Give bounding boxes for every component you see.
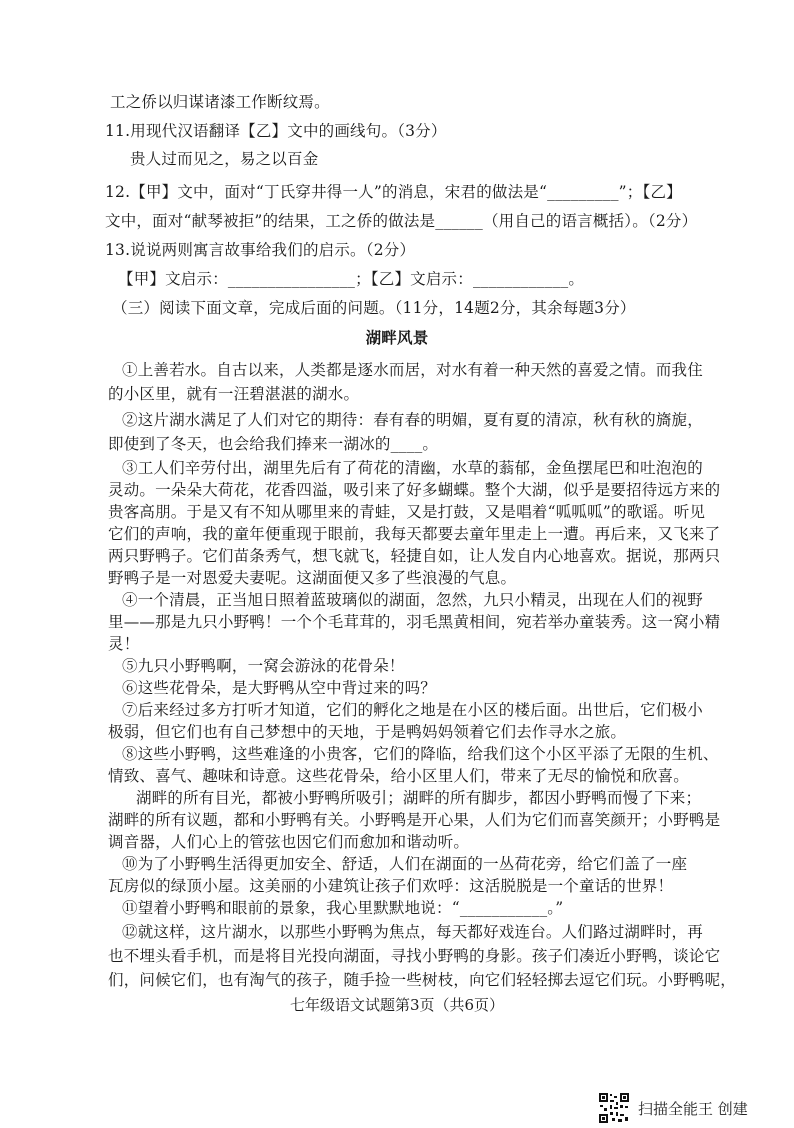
paragraph-line: ⑧这些小野鸭，这些难逢的小贵客，它们的降临，给我们这个小区平添了无限的生机、: [122, 745, 719, 763]
page-footer: 七年级语文试题第3页（共6页）: [289, 996, 505, 1014]
paragraph-line: 瓦房似的绿顶小屋。这美丽的小建筑让孩子们欢呼：这活脱脱是一个童话的世界！: [108, 877, 674, 895]
paragraph-line: ②这片湖水满足了人们对它的期待：春有春的明媚，夏有夏的清凉，秋有秋的旖旎，: [122, 411, 703, 429]
paragraph-line: 贵客高朋。于是又有不知从哪里来的青蛙，又是打鼓，又是唱着“呱呱呱”的歌谣。听见: [108, 503, 706, 521]
qr-code-icon: [598, 1092, 630, 1124]
paragraph-line: 也不埋头看手机，而是将目光投向湖面，寻找小野鸭的身影。孩子们凑近小野鸭，谈论它: [108, 947, 721, 965]
paragraph-line: 即使到了冬天，也会给我们捧来一湖冰的____。: [108, 435, 439, 453]
paragraph-line: 两只野鸭子。它们苗条秀气，想飞就飞，轻捷自如，让人发自内心地喜欢。据说，那两只: [108, 547, 721, 565]
watermark-text: 扫描全能王 创建: [638, 1099, 748, 1118]
question-12: 12.【甲】文中，面对“丁氏穿井得一人”的消息，宋君的做法是“_________”；【乙】: [105, 183, 682, 201]
paragraph-line: ④一个清晨，正当旭日照着蓝玻璃似的湖面，忽然，九只小精灵，出现在人们的视野: [122, 591, 703, 609]
paragraph-line: 灵！: [108, 635, 140, 653]
paragraph-line: 们，问候它们，也有淘气的孩子，随手捡一些树枝，向它们轻轻掷去逗它们玩。小野鸭呢，: [108, 971, 737, 989]
paragraph-line: ⑦后来经过多方打听才知道，它们的孵化之地是在小区的楼后面。出世后，它们极小: [122, 701, 703, 719]
paragraph-line: ⑤九只小野鸭啊，一窝会游泳的花骨朵！: [122, 657, 405, 675]
paragraph-line: 灵动。一朵朵大荷花，花香四溢，吸引来了好多蝴蝶。整个大湖，似乎是要招待远方来的: [108, 481, 721, 499]
paragraph-line: ③工人们辛劳付出，湖里先后有了荷花的清幽，水草的蓊郁，金鱼摆尾巴和吐泡泡的: [122, 459, 703, 477]
paragraph-line: 湖畔的所有议题，都和小野鸭有关。小野鸭是开心果，人们为它们而喜笑颜开；小野鸭是: [108, 811, 721, 829]
answer-blanks: 【甲】文启示：________________；【乙】文启示：____________。: [118, 270, 585, 288]
article-title: 湖畔风景: [365, 328, 429, 347]
paragraph-line: ⑫就这样，这片湖水，以那些小野鸭为焦点，每天都好戏连台。人们路过湖畔时，再: [122, 923, 703, 941]
paragraph-line: ⑩为了小野鸭生活得更加安全、舒适，人们在湖面的一丛荷花旁，给它们盖了一座: [122, 855, 688, 873]
paragraph-line: 的小区里，就有一汪碧湛湛的湖水。: [108, 385, 360, 403]
paragraph-line: 湖畔的所有目光，都被小野鸭所吸引；湖畔的所有脚步，都因小野鸭而慢了下来；: [136, 789, 702, 807]
paragraph-line: ⑥这些花骨朵，是大野鸭从空中背过来的吗？: [122, 679, 437, 697]
translation-sentence: 贵人过而见之，易之以百金: [130, 150, 319, 168]
paragraph-line: 野鸭子是一对恩爱夫妻呢。这湖面便又多了些浪漫的气息。: [108, 569, 517, 587]
section-three-heading: （三）阅读下面文章，完成后面的问题。（11分，14题2分，其余每题3分）: [112, 299, 636, 317]
paragraph-line: 调音器，人们心上的管弦也因它们而愈加和谐动听。: [108, 833, 470, 851]
question-13: 13.说说两则寓言故事给我们的启示。（2分）: [105, 241, 416, 259]
paragraph-line: 里——那是九只小野鸭！一个个毛茸茸的，羽毛黑黄相间，宛若举办童装秀。这一窝小精: [108, 613, 721, 631]
paragraph-line: 极弱，但它们也有自己梦想中的天地，于是鸭妈妈领着它们去作寻水之旅。: [108, 723, 627, 741]
scanner-watermark: [598, 1088, 748, 1128]
paragraph-line: 它们的声响，我的童年便重现于眼前，我每天都要去童年里走上一遭。再后来，又飞来了: [108, 525, 721, 543]
paragraph-line: ⑪望着小野鸭和眼前的景象，我心里默默地说：“___________。”: [122, 899, 564, 917]
text-line: 工之侨以归谋诸漆工作断纹焉。: [110, 93, 330, 111]
text-line: 文中，面对“献琴被拒”的结果，工之侨的做法是______（用自己的语言概括）。（2分）: [105, 212, 698, 230]
question-11: 11.用现代汉语翻译【乙】文中的画线句。（3分）: [105, 122, 447, 140]
paragraph-line: 情致、喜气、趣味和诗意。这些花骨朵，给小区里人们，带来了无尽的愉悦和欣喜。: [108, 767, 689, 785]
paragraph-line: ①上善若水。自古以来，人类都是逐水而居，对水有着一种天然的喜爱之情。而我住: [122, 361, 703, 379]
